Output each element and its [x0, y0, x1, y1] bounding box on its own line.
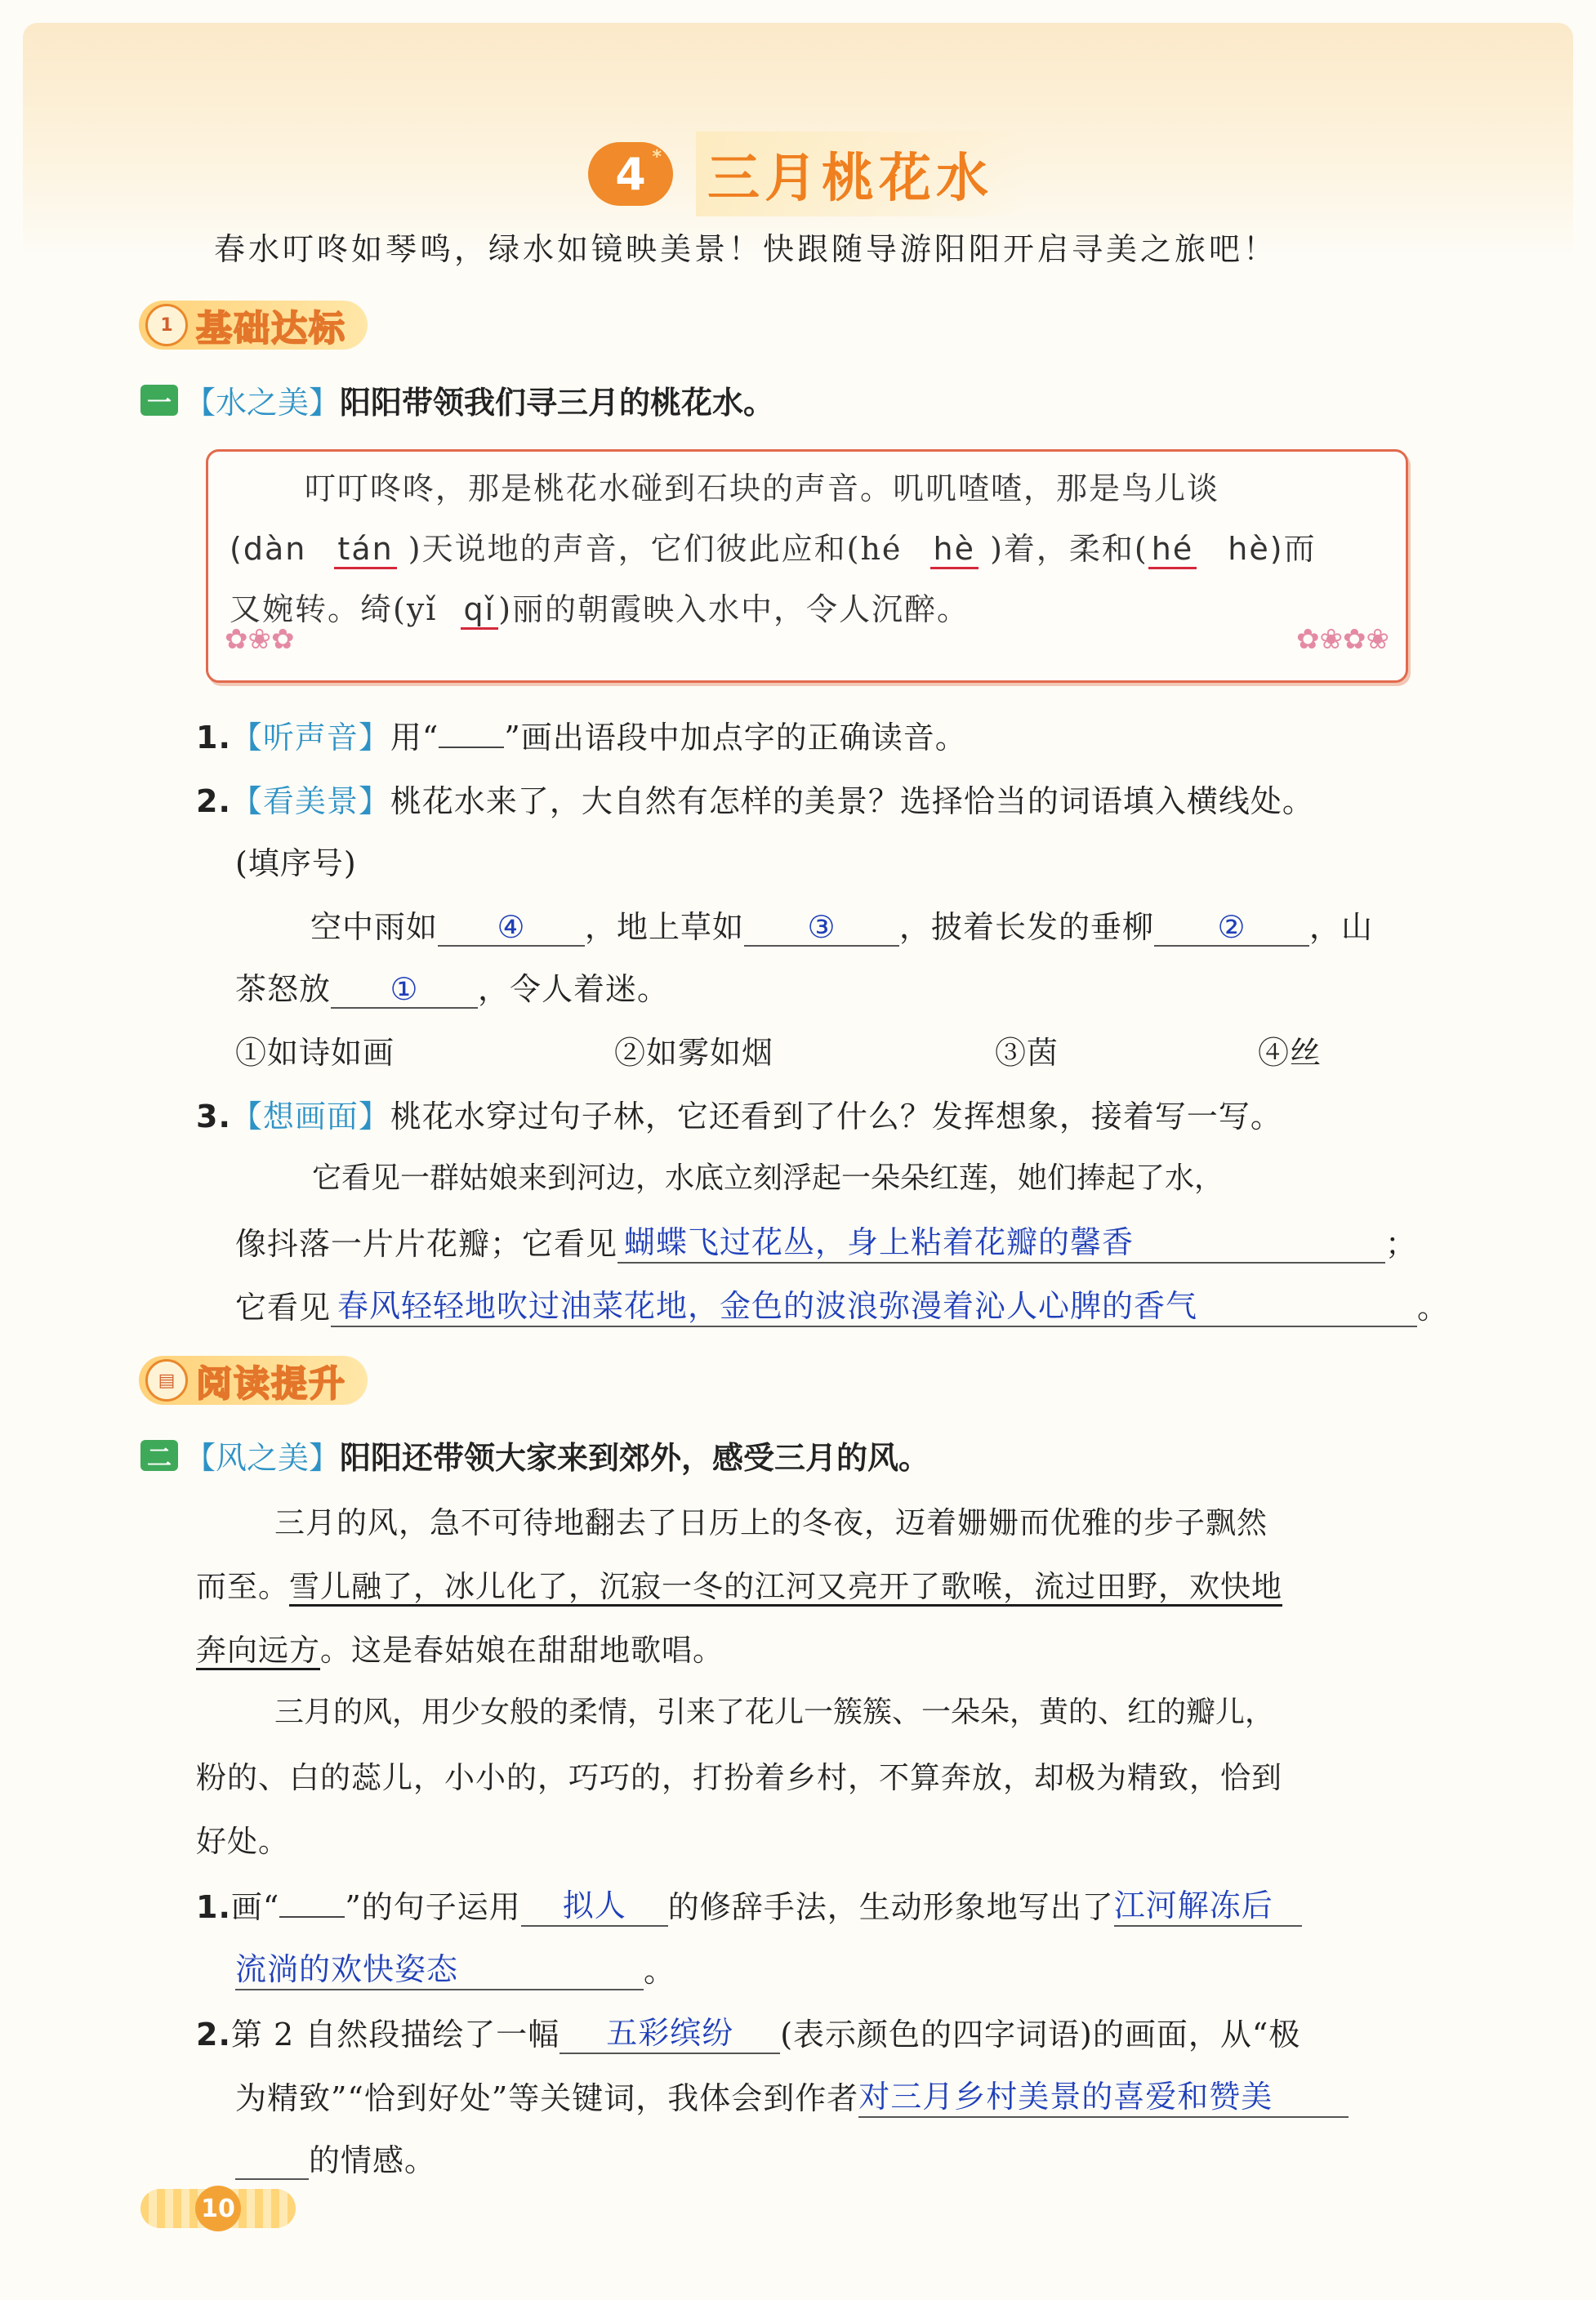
book-icon: ▤ — [145, 1359, 188, 1402]
lesson-title-bar — [588, 137, 1026, 211]
part-number: 一 — [140, 385, 178, 416]
option-2: ②如雾如烟 — [614, 1035, 774, 1071]
medal-icon: 1 — [145, 304, 188, 346]
reading-question-1-line-2: 流淌的欢快姿态 。 — [235, 1944, 675, 1990]
underlined-sentence: 奔向远方 — [196, 1633, 320, 1670]
question-3-line-2: 像抖落一片片花瓣；它看见 蝴蝶飞过花丛，身上粘着花瓣的馨香 ； — [235, 1217, 1417, 1264]
answer-pinyin-tan: tán — [334, 531, 396, 569]
reading-p2-line-2: 粉的、白的蕊儿，小小的，巧巧的，打扮着乡村，不算奔放，却极为精致，恰到 — [196, 1760, 1282, 1795]
option-1: ①如诗如画 — [235, 1035, 395, 1071]
answer-blank: ④ — [438, 909, 585, 947]
underline-sample — [439, 722, 504, 748]
answer-blank: ② — [1154, 909, 1309, 947]
answer-blank: ③ — [744, 909, 899, 947]
question-2: 2.【看美景】桃花水来了，大自然有怎样的美景？选择恰当的词语填入横线处。 — [196, 783, 1314, 819]
blossom-icon: ✿❀✿❀ — [1296, 623, 1389, 656]
answer-pinyin-he2: hé — [1148, 531, 1197, 569]
page-number-badge — [140, 2189, 296, 2228]
passage-line-3: 又婉转。绮(yǐ qǐ )丽的朝霞映入水中，令人沉醉。 — [230, 584, 970, 629]
part-text: 阳阳带领我们寻三月的桃花水。 — [340, 385, 775, 421]
part-number: 二 — [140, 1440, 178, 1471]
option-3: ③茵 — [995, 1035, 1059, 1071]
page-number: 10 — [195, 2186, 241, 2231]
lesson-title: 三月桃花水 — [696, 131, 1026, 216]
section-label: 阅读提升 — [196, 1363, 346, 1405]
answer-blank: 对三月乡村美景的喜爱和赞美 — [858, 2071, 1349, 2118]
reading-p1-line-3: 奔向远方。这是春姑娘在甜甜地歌唱。 — [196, 1625, 724, 1669]
answer-blank: ① — [331, 971, 478, 1009]
section-label: 基础达标 — [196, 308, 346, 350]
underline-sample — [279, 1892, 345, 1918]
part-heading-2 — [140, 1433, 930, 1478]
answer-blank: 流淌的欢快姿态 — [235, 1944, 644, 1990]
reading-question-2-line-3: 的情感。 — [235, 2135, 436, 2180]
lesson-number-badge — [588, 142, 673, 206]
reading-question-1: 1.画“ ”的句子运用 拟人 的修辞手法，生动形象地写出了江河解冻后 — [196, 1880, 1302, 1927]
lesson-number: 4 — [615, 148, 646, 200]
passage-line-2: (dàn tán )天说地的声音，它们彼此应和(hé hè )着，柔和( hé hè)而 — [230, 524, 1317, 568]
reading-p2-line-3: 好处。 — [196, 1824, 289, 1859]
answer-blank — [235, 2178, 309, 2180]
question-2-sentence-2: 茶怒放 ① ，令人着迷。 — [235, 971, 670, 1007]
option-4: ④丝 — [1258, 1035, 1322, 1071]
question-2-note: (填序号) — [235, 845, 357, 881]
lesson-star: * — [652, 147, 662, 167]
blossom-icon: ✿❀✿ — [225, 623, 295, 656]
answer-blank: 江河解冻后 — [1114, 1880, 1302, 1927]
section-banner-reading — [139, 1356, 368, 1405]
part-heading-1 — [140, 377, 774, 422]
part-tag: 【风之美】 — [185, 1440, 341, 1476]
reading-p1-line-2: 而至。雪儿融了，冰儿化了，沉寂一冬的江河又亮开了歌喉，流过田野，欢快地 — [196, 1562, 1282, 1606]
reading-p1-line-1: 三月的风，急不可待地翻去了日历上的冬夜，迈着姗姗而优雅的步子飘然 — [274, 1505, 1268, 1540]
question-2-sentence-1: 空中雨如 ④ ，地上草如 ③ ，披着长发的垂柳 ② ，山 — [310, 909, 1374, 945]
reading-question-2: 2.第 2 自然段描绘了一幅 五彩缤纷 (表示颜色的四字词语)的画面，从“极 — [196, 2008, 1300, 2054]
answer-pinyin-he4: hè — [930, 531, 979, 569]
answer-blank: 春风轻轻地吹过油菜花地，金色的波浪弥漫着沁人心脾的香气 — [331, 1281, 1417, 1327]
question-3-line-1: 它看见一群姑娘来到河边，水底立刻浮起一朵朵红莲，她们捧起了水， — [312, 1161, 1224, 1195]
answer-blank: 五彩缤纷 — [559, 2008, 780, 2054]
underlined-sentence: 雪儿融了，冰儿化了，沉寂一冬的江河又亮开了歌喉，流过田野，欢快地 — [289, 1569, 1282, 1607]
reading-p2-line-1: 三月的风，用少女般的柔情，引来了花儿一簇簇、一朵朵，黄的、红的瓣儿， — [274, 1696, 1275, 1729]
question-3-line-3: 它看见 春风轻轻地吹过油菜花地，金色的波浪弥漫着沁人心脾的香气 。 — [235, 1281, 1449, 1327]
passage-box — [206, 449, 1408, 683]
answer-pinyin-qi: qǐ — [461, 591, 499, 630]
reading-question-2-line-2: 为精致”“恰到好处”等关键词，我体会到作者对三月乡村美景的喜爱和赞美 — [235, 2071, 1349, 2118]
part-text: 阳阳还带领大家来到郊外，感受三月的风。 — [340, 1440, 930, 1476]
passage-line-1: 叮叮咚咚，那是桃花水碰到石块的声音。叽叽喳喳，那是鸟儿谈 — [305, 470, 1220, 506]
question-3: 3.【想画面】桃花水穿过句子林，它还看到了什么？发挥想象，接着写一写。 — [196, 1099, 1282, 1134]
answer-blank: 蝴蝶飞过花丛，身上粘着花瓣的馨香 — [617, 1217, 1385, 1264]
intro-text: 春水叮咚如琴鸣，绿水如镜映美景！快跟随导游阳阳开启寻美之旅吧！ — [214, 231, 1278, 267]
section-banner-basic — [139, 301, 368, 350]
part-tag: 【水之美】 — [185, 385, 341, 421]
question-1: 1.【听声音】用“ ”画出语段中加点字的正确读音。 — [196, 720, 967, 756]
answer-blank: 拟人 — [521, 1880, 668, 1927]
